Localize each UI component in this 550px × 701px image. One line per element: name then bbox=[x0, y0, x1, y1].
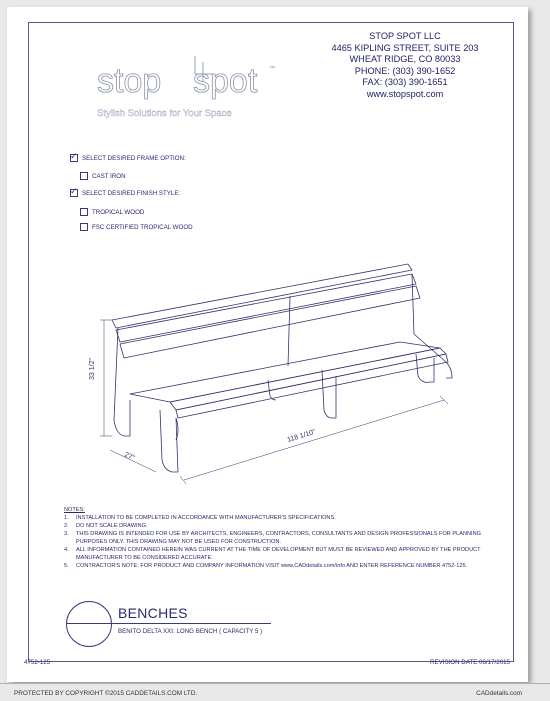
length-dimension-label: 118 1/10" bbox=[286, 428, 317, 444]
tropical-wood-label: TROPICAL WOOD bbox=[92, 208, 145, 216]
company-address-2: WHEAT RIDGE, CO 80033 bbox=[349, 54, 461, 64]
title-underline bbox=[66, 623, 271, 624]
tropical-wood-row bbox=[80, 208, 144, 216]
note-item bbox=[64, 530, 504, 546]
note-text: THIS DRAWING IS INTENDED FOR USE BY ARCHITECTS, ENGINEERS, CONTRACTORS, CONSULTANTS AND DESIGN PROFESSIONALS FOR PLANNING PURPOSES ONLY. THIS DRAWING MAY NOT BE USED FOR CONSTRUCTION. bbox=[76, 531, 481, 545]
company-fax: FAX: (303) 390-1651 bbox=[362, 77, 448, 87]
note-number: 4. bbox=[64, 547, 69, 553]
note-item bbox=[64, 546, 504, 562]
note-number: 2. bbox=[64, 523, 69, 529]
logo-trademark: ™ bbox=[269, 66, 275, 72]
height-dimension-label: 33 1/2" bbox=[89, 358, 96, 380]
finish-option-row bbox=[70, 189, 180, 197]
drawing-subtitle: BENITO DELTA XXI: LONG BENCH ( CAPACITY 5 ) bbox=[118, 628, 263, 635]
stopspot-logo bbox=[85, 54, 285, 124]
note-item bbox=[64, 522, 504, 530]
company-phone: PHONE: (303) 390-1652 bbox=[354, 65, 456, 76]
note-number: 1. bbox=[64, 515, 69, 521]
fsc-wood-label: FSC CERTIFIED TROPICAL WOOD bbox=[92, 223, 193, 231]
bench-leg-rear-left bbox=[114, 400, 130, 436]
note-item bbox=[64, 514, 504, 522]
finish-option-label: SELECT DESIRED FINISH STYLE: bbox=[82, 189, 181, 197]
note-number: 3. bbox=[64, 531, 69, 537]
company-name: STOP SPOT LLC bbox=[369, 31, 441, 41]
revision-date: REVISION DATE 06/17/2015 bbox=[430, 659, 511, 666]
frame-option-checkbox[interactable] bbox=[70, 154, 78, 162]
reference-number: 4752-125 bbox=[24, 659, 51, 666]
cast-iron-label: CAST IRON bbox=[92, 172, 126, 180]
note-item bbox=[64, 562, 504, 570]
seat-slat-3 bbox=[176, 354, 448, 418]
drawing-title: BENCHES bbox=[118, 605, 188, 621]
copyright-text: PROTECTED BY COPYRIGHT ©2015 CADDETAILS.COM LTD. bbox=[14, 690, 198, 697]
caddetails-link[interactable]: CADdetails.com bbox=[476, 690, 522, 697]
seat-slat-1 bbox=[130, 342, 440, 402]
note-text: INSTALLATION TO BE COMPLETED IN ACCORDANCE WITH MANUFACTURER'S SPECIFICATIONS. bbox=[76, 515, 336, 521]
seat-slat-2 bbox=[170, 348, 446, 410]
fsc-wood-checkbox[interactable] bbox=[80, 223, 88, 231]
company-address-1: 4465 KIPLING STREET, SUITE 203 bbox=[331, 42, 479, 53]
depth-dimension-label: 27" bbox=[123, 451, 136, 463]
finish-option-checkbox[interactable] bbox=[70, 189, 78, 197]
company-info bbox=[300, 31, 510, 100]
bench-drawing bbox=[90, 250, 470, 500]
footer-bar bbox=[0, 683, 550, 701]
title-block bbox=[66, 597, 506, 651]
note-text: DO NOT SCALE DRAWING. bbox=[76, 523, 148, 529]
note-number: 5. bbox=[64, 563, 69, 569]
length-dimension-line bbox=[184, 400, 444, 480]
cast-iron-row bbox=[80, 172, 126, 180]
frame-option-row bbox=[70, 154, 186, 162]
frame-option-label: SELECT DESIRED FRAME OPTION: bbox=[82, 154, 186, 162]
company-website[interactable]: www.stopspot.com bbox=[366, 88, 444, 99]
logo-word-spot: spot bbox=[193, 62, 258, 100]
notes-header: NOTES: bbox=[64, 507, 85, 513]
cast-iron-checkbox[interactable] bbox=[80, 172, 88, 180]
fsc-wood-row bbox=[80, 223, 193, 231]
logo-word-stop: stop bbox=[97, 62, 162, 100]
note-text: CONTRACTOR'S NOTE: FOR PRODUCT AND COMPANY INFORMATION VISIT www.CADdetails.com/info AND ENTER REFERENCE NUMBER 4752-125. bbox=[76, 563, 468, 569]
title-symbol bbox=[66, 601, 112, 647]
tropical-wood-checkbox[interactable] bbox=[80, 208, 88, 216]
bench-leg-front-left bbox=[160, 410, 178, 472]
logo-tagline: Stylish Solutions for Your Space bbox=[97, 108, 232, 119]
note-text: ALL INFORMATION CONTAINED HEREIN WAS CURRENT AT THE TIME OF DEVELOPMENT BUT MUST BE REVIEWED AND APPROVED BY THE PRODUCT MANUFACTURER TO BE CONSIDERED ACCURATE. bbox=[76, 547, 481, 561]
notes-section bbox=[64, 506, 504, 570]
